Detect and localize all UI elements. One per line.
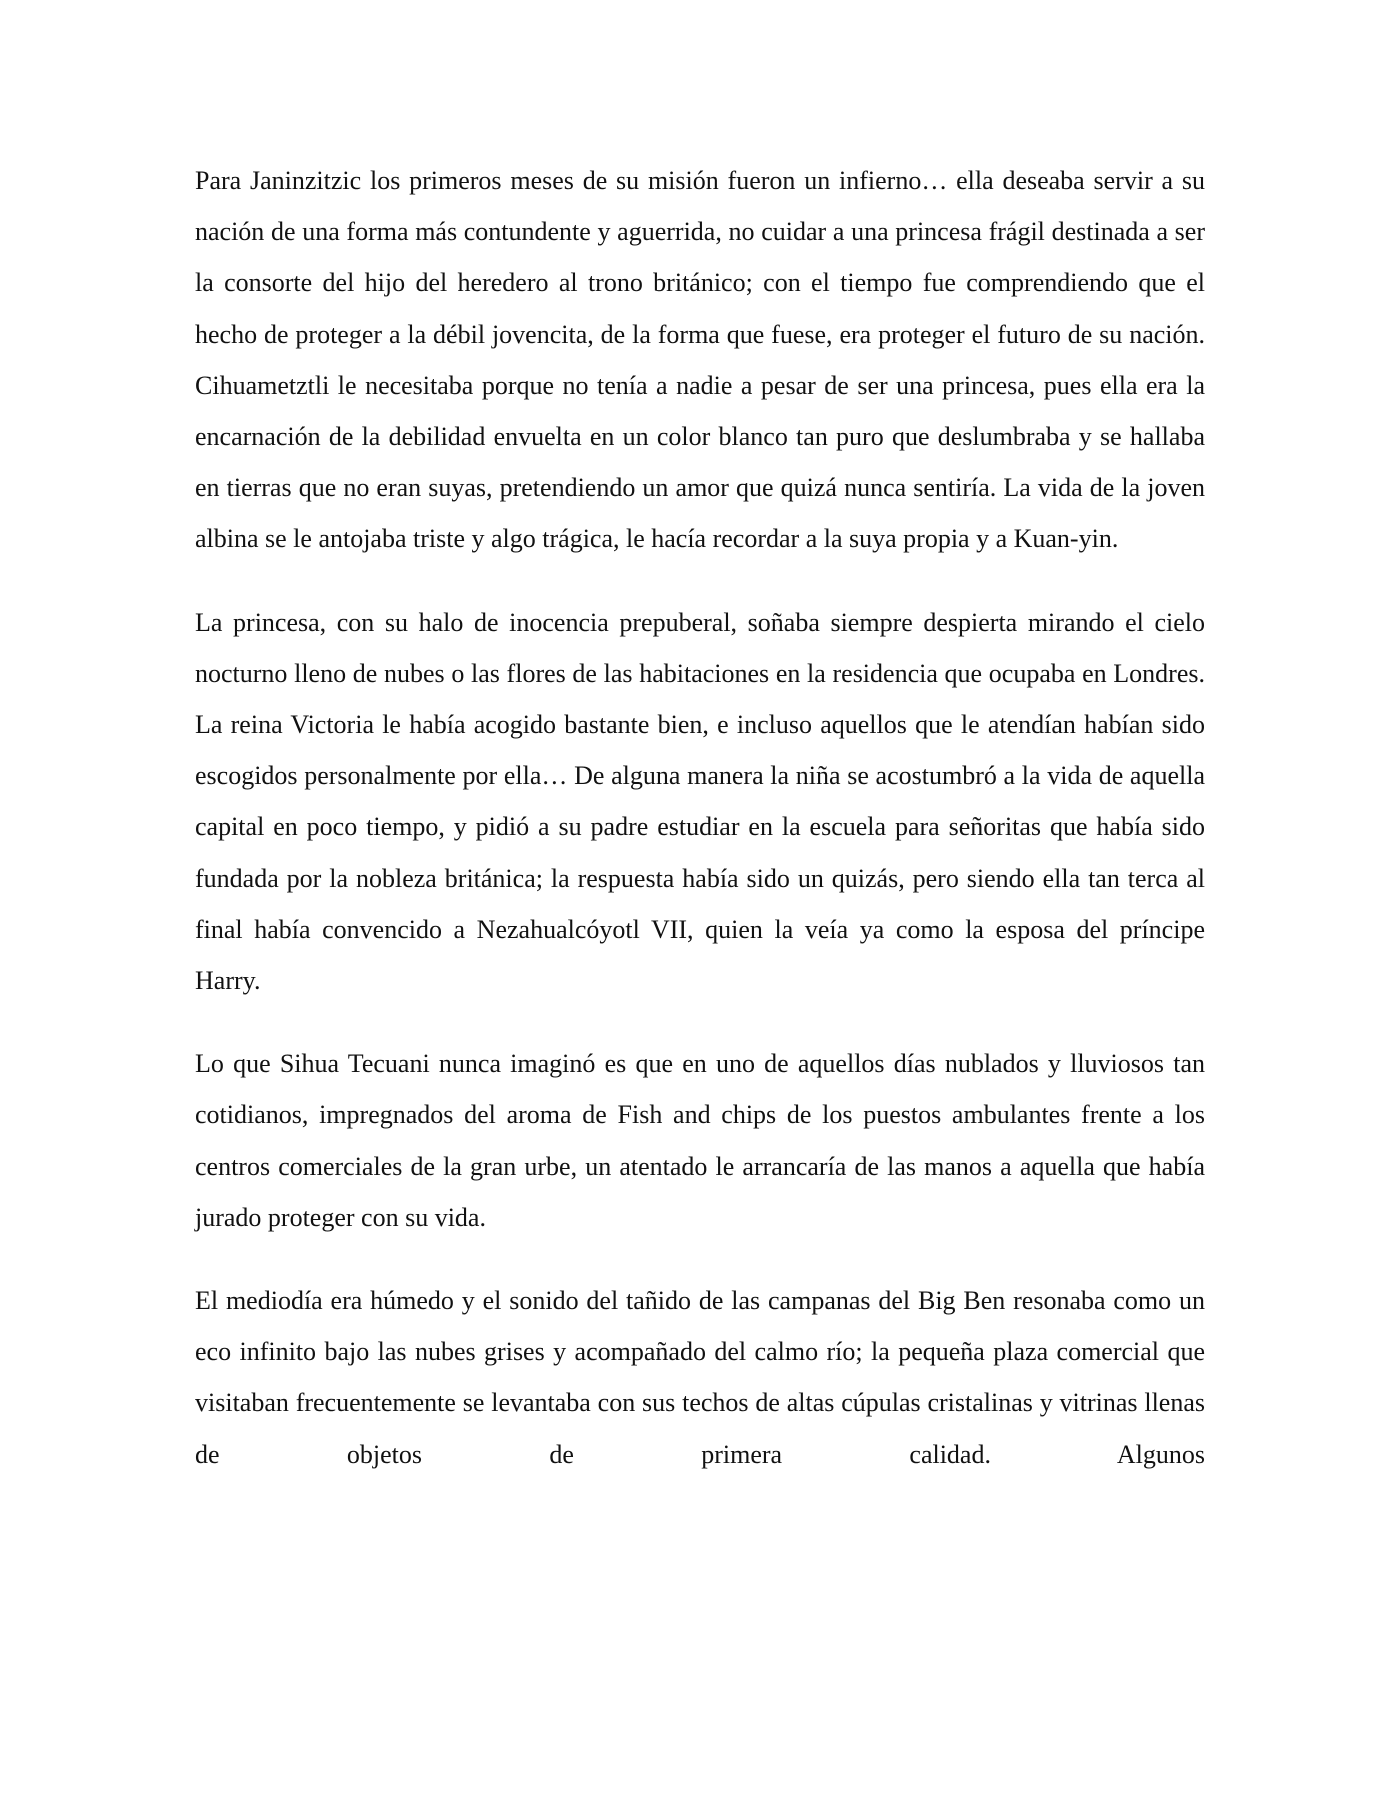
- body-text: [195, 155, 1205, 1480]
- paragraph-3: Lo que Sihua Tecuani nunca imaginó es que en uno de aquellos días nublados y lluviosos tan cotidianos, impregnados del aroma de Fish and chips de los puestos ambulantes frente a los centros comerciales de la gran urbe, un atentado le arrancaría de las manos a aquella que había jurado proteger con su vida.: [195, 1049, 1205, 1232]
- paragraph-1: Para Janinzitzic los primeros meses de su misión fueron un infierno… ella deseaba servir a su nación de una forma más contundente y aguerrida, no cuidar a una princesa frágil destinada a ser la consorte del hijo del heredero al trono británico; con el tiempo fue comprendiendo que el hecho de proteger a la débil jovencita, de la forma que fuese, era proteger el futuro de su nación. Cihuametztli le necesitaba porque no tenía a nadie a pesar de ser una princesa, pues ella era la encarnación de la debilidad envuelta en un color blanco tan puro que deslumbraba y se hallaba en tierras que no eran suyas, pretendiendo un amor que quizá nunca sentiría. La vida de la joven albina se le antojaba triste y algo trágica, le hacía recordar a la suya propia y a Kuan-yin.: [195, 166, 1205, 554]
- paragraph-2: La princesa, con su halo de inocencia prepuberal, soñaba siempre despierta mirando el cielo nocturno lleno de nubes o las flores de las habitaciones en la residencia que ocupaba en Londres. La reina Victoria le había acogido bastante bien, e incluso aquellos que le atendían habían sido escogidos personalmente por ella… De alguna manera la niña se acostumbró a la vida de aquella capital en poco tiempo, y pidió a su padre estudiar en la escuela para señoritas que había sido fundada por la nobleza británica; la respuesta había sido un quizás, pero siendo ella tan terca al final había convencido a Nezahualcóyotl VII, quien la veía ya como la esposa del príncipe Harry.: [195, 607, 1205, 996]
- paragraph-4: El mediodía era húmedo y el sonido del tañido de las campanas del Big Ben resonaba como un eco infinito bajo las nubes grises y acompañado del calmo río; la pequeña plaza comercial que visitaban frecuentemente se levantaba con sus techos de altas cúpulas cristalinas y vitrinas llenas de objetos de primera calidad. Algunos: [195, 1286, 1205, 1469]
